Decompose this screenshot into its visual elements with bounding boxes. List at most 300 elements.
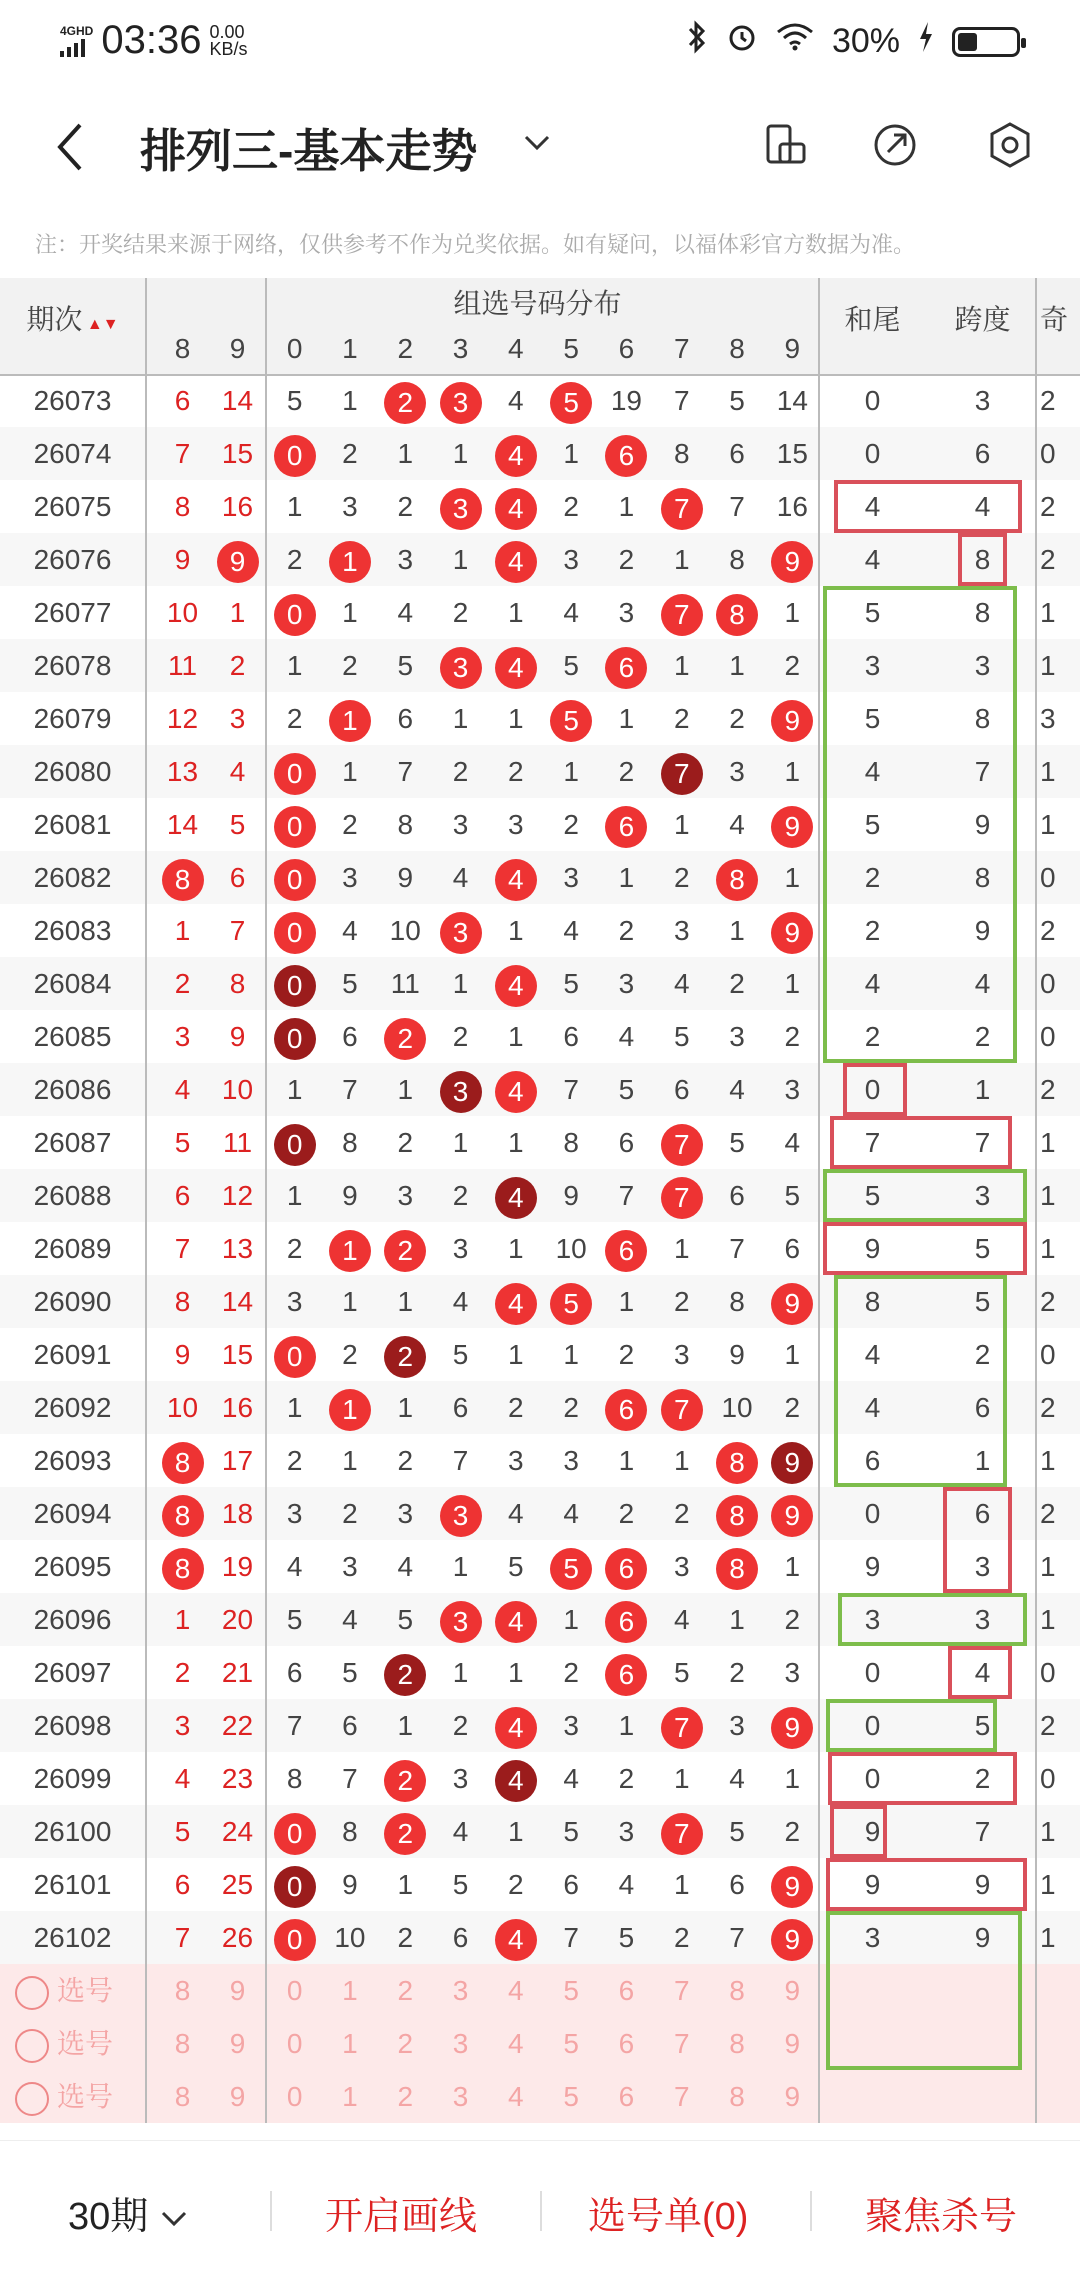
pick-number[interactable]: 7	[673, 1975, 690, 2006]
left-col-value: 1	[229, 597, 246, 628]
digit-cell[interactable]: 7	[673, 385, 690, 416]
digit-cell[interactable]: 5	[729, 385, 745, 416]
digit-cell[interactable]: 1	[397, 438, 414, 469]
digit-cell[interactable]: 5	[618, 1074, 635, 1105]
pick-number[interactable]: 9	[229, 2081, 246, 2112]
kuadu-value: 4	[974, 491, 991, 522]
digit-cell[interactable]: 2	[397, 1445, 414, 1476]
digit-cell[interactable]: 7	[729, 1233, 745, 1264]
digit-cell[interactable]: 1	[342, 385, 358, 416]
hewei-value: 4	[864, 544, 881, 575]
digit-cell[interactable]: 5	[673, 1657, 690, 1688]
digit-cell[interactable]: 6	[729, 438, 745, 469]
digit-cell[interactable]: 6	[397, 703, 414, 734]
digit-cell[interactable]: 6	[342, 1710, 358, 1741]
digit-cell[interactable]: 2	[508, 1869, 524, 1900]
digit-cell[interactable]: 1	[342, 1445, 358, 1476]
digit-cell[interactable]: 1	[508, 1233, 524, 1264]
digit-cell[interactable]: 1	[508, 1339, 524, 1370]
digit-cell[interactable]: 3	[508, 1445, 524, 1476]
digit-cell[interactable]: 1	[618, 862, 635, 893]
digit-cell[interactable]: 1	[286, 650, 303, 681]
settings-icon[interactable]	[985, 120, 1035, 170]
digit-cell[interactable]: 1	[673, 1233, 690, 1264]
digit-cell[interactable]: 6	[729, 1869, 745, 1900]
digit-cell[interactable]: 1	[286, 1180, 303, 1211]
digit-cell[interactable]: 1	[508, 1127, 524, 1158]
digit-cell[interactable]: 2	[508, 756, 524, 787]
drawn-number-ball: 8	[716, 1548, 758, 1590]
jiou-value: 1	[1040, 597, 1056, 628]
digit-cell[interactable]: 2	[563, 1392, 579, 1423]
digit-cell[interactable]: 6	[563, 1869, 579, 1900]
digit-cell[interactable]: 2	[618, 1339, 635, 1370]
group-title: 组选号码分布	[453, 288, 622, 319]
digit-cell[interactable]: 1	[784, 1551, 801, 1582]
digit-cell[interactable]: 1	[397, 1286, 414, 1317]
digit-cell[interactable]: 4	[397, 597, 414, 628]
digit-cell[interactable]: 2	[784, 1021, 801, 1052]
jiou-value: 3	[1040, 703, 1056, 734]
charging-icon	[918, 22, 934, 61]
digit-cell[interactable]: 3	[342, 862, 358, 893]
digit-cell[interactable]: 1	[673, 1445, 690, 1476]
digit-cell[interactable]: 6	[729, 1180, 745, 1211]
digit-cell[interactable]: 3	[618, 968, 635, 999]
pick-number[interactable]: 6	[618, 2028, 635, 2059]
pick-select[interactable]: 选号	[15, 1964, 145, 2017]
digit-cell[interactable]: 3	[673, 1551, 690, 1582]
left-col-value: 8	[155, 1434, 210, 1487]
digit-cell[interactable]: 9	[729, 1339, 745, 1370]
digit-cell[interactable]: 1	[784, 862, 801, 893]
digit-cell[interactable]: 11	[390, 968, 420, 999]
digit-cell[interactable]: 1	[286, 1392, 303, 1423]
period-selector[interactable]: 30期	[68, 2185, 189, 2240]
digit-cell[interactable]: 2	[618, 1763, 635, 1794]
chevron-down-icon[interactable]	[520, 125, 554, 168]
kuadu-value: 2	[974, 1339, 991, 1370]
digit-cell[interactable]: 1	[508, 703, 524, 734]
digit-cell[interactable]: 10	[389, 915, 421, 946]
digit-cell[interactable]: 2	[286, 703, 303, 734]
pick-number[interactable]: 3	[452, 1975, 469, 2006]
digit-cell[interactable]: 1	[729, 1604, 745, 1635]
digit-cell[interactable]: 3	[563, 1710, 579, 1741]
digit-cell[interactable]: 4	[563, 915, 579, 946]
pick-number[interactable]: 7	[673, 2028, 690, 2059]
digit-cell[interactable]: 2	[397, 491, 414, 522]
digit-cell[interactable]: 3	[729, 1710, 745, 1741]
pick-number[interactable]: 6	[618, 1975, 635, 2006]
digit-cell[interactable]: 8	[673, 438, 690, 469]
digit-cell[interactable]: 3	[618, 597, 635, 628]
digit-cell[interactable]: 2	[618, 544, 635, 575]
digit-cell[interactable]: 4	[563, 1763, 579, 1794]
drawn-number-ball: 0	[274, 965, 316, 1007]
sort-icon[interactable]: ▲▼	[82, 316, 119, 333]
digit-cell[interactable]: 3	[618, 1816, 635, 1847]
digit-cell[interactable]: 7	[729, 1922, 745, 1953]
digit-cell[interactable]: 5	[673, 1021, 690, 1052]
digit-cell[interactable]: 7	[563, 1922, 579, 1953]
digit-cell[interactable]: 5	[452, 1339, 469, 1370]
pick-number[interactable]: 9	[784, 2028, 801, 2059]
digit-cell[interactable]: 6	[342, 1021, 358, 1052]
digit-cell[interactable]: 1	[342, 1286, 358, 1317]
digit-cell[interactable]: 4	[784, 1127, 801, 1158]
pick-number[interactable]: 8	[729, 2028, 745, 2059]
digit-cell[interactable]: 4	[452, 862, 469, 893]
digit-cell[interactable]: 4	[618, 1869, 635, 1900]
digit-cell[interactable]: 4	[286, 1551, 303, 1582]
digit-cell[interactable]: 7	[342, 1763, 358, 1794]
digit-cell[interactable]: 2	[342, 438, 358, 469]
digit-cell[interactable]: 1	[784, 968, 801, 999]
jiou-value: 0	[1040, 1339, 1056, 1370]
pick-number[interactable]: 1	[342, 2081, 358, 2112]
digit-header: 0	[286, 333, 303, 364]
pick-number[interactable]: 4	[508, 2081, 524, 2112]
pick-number[interactable]: 5	[563, 1975, 579, 2006]
digit-cell[interactable]: 1	[286, 1074, 303, 1105]
digit-cell[interactable]: 2	[286, 544, 303, 575]
digit-cell[interactable]: 2	[563, 491, 579, 522]
digit-cell[interactable]: 1	[397, 1074, 414, 1105]
left-col-value: 5	[174, 1816, 191, 1847]
pick-number[interactable]: 5	[563, 2028, 579, 2059]
digit-cell[interactable]: 1	[729, 650, 745, 681]
jiou-header: 奇	[1040, 304, 1069, 335]
digit-cell[interactable]: 3	[286, 1286, 303, 1317]
digit-cell[interactable]: 8	[397, 809, 414, 840]
digit-cell[interactable]: 3	[673, 915, 690, 946]
digit-cell[interactable]: 3	[563, 544, 579, 575]
digit-cell[interactable]: 1	[452, 438, 469, 469]
digit-cell[interactable]: 6	[452, 1392, 469, 1423]
digit-cell[interactable]: 8	[342, 1816, 358, 1847]
digit-cell[interactable]: 10	[721, 1392, 753, 1423]
digit-cell[interactable]: 3	[397, 544, 414, 575]
digit-cell[interactable]: 8	[729, 544, 745, 575]
digit-cell[interactable]: 2	[286, 1233, 303, 1264]
left-col-value: 2	[229, 650, 246, 681]
drawn-number-ball: 9	[771, 1707, 813, 1749]
pick-number[interactable]: 4	[508, 1975, 524, 2006]
digit-cell[interactable]: 3	[563, 862, 579, 893]
pick-number[interactable]: 5	[563, 2081, 579, 2112]
pick-select[interactable]: 选号	[15, 2070, 145, 2123]
digit-cell[interactable]: 4	[729, 809, 745, 840]
digit-cell[interactable]: 3	[784, 1074, 801, 1105]
digit-cell[interactable]: 16	[776, 491, 808, 522]
digit-cell[interactable]: 2	[729, 1657, 745, 1688]
drawn-number-ball: 6	[605, 1601, 647, 1643]
digit-cell[interactable]: 2	[673, 703, 690, 734]
digit-cell[interactable]: 1	[618, 1445, 635, 1476]
hewei-value: 9	[864, 1551, 881, 1582]
pick-number[interactable]: 3	[452, 2028, 469, 2059]
digit-cell[interactable]: 4	[508, 385, 524, 416]
digit-cell[interactable]: 5	[342, 968, 358, 999]
digit-cell[interactable]: 2	[673, 1286, 690, 1317]
digit-cell[interactable]: 4	[508, 1498, 524, 1529]
pick-number[interactable]: 9	[229, 2028, 246, 2059]
focus-kill-button[interactable]: 聚焦杀号	[865, 2196, 1018, 2238]
digit-cell[interactable]: 15	[776, 438, 808, 469]
digit-cell[interactable]: 7	[563, 1074, 579, 1105]
digit-cell[interactable]: 3	[729, 756, 745, 787]
digit-cell[interactable]: 3	[508, 809, 524, 840]
digit-cell[interactable]: 7	[452, 1445, 469, 1476]
pick-number[interactable]: 9	[784, 2081, 801, 2112]
digit-cell[interactable]: 4	[452, 1816, 469, 1847]
digit-cell[interactable]: 3	[397, 1498, 414, 1529]
digit-cell[interactable]: 1	[508, 915, 524, 946]
digit-cell[interactable]: 4	[563, 597, 579, 628]
pick-number[interactable]: 2	[397, 1975, 414, 2006]
selection-list-button[interactable]: 选号单(0)	[588, 2196, 749, 2238]
digit-cell[interactable]: 1	[563, 1339, 579, 1370]
digit-cell[interactable]: 1	[618, 1710, 635, 1741]
draw-line-button[interactable]: 开启画线	[325, 2196, 478, 2238]
digit-cell[interactable]: 4	[673, 1604, 690, 1635]
digit-cell[interactable]: 2	[673, 862, 690, 893]
digit-cell[interactable]: 2	[563, 1657, 579, 1688]
digit-cell[interactable]: 6	[618, 1127, 635, 1158]
digit-cell[interactable]: 2	[729, 968, 745, 999]
digit-cell[interactable]: 5	[784, 1180, 801, 1211]
digit-cell[interactable]: 2	[784, 1816, 801, 1847]
digit-cell[interactable]: 1	[618, 1286, 635, 1317]
digit-cell[interactable]: 3	[286, 1498, 303, 1529]
pick-number[interactable]: 4	[508, 2028, 524, 2059]
digit-cell[interactable]: 1	[508, 1657, 524, 1688]
digit-cell[interactable]: 2	[342, 809, 358, 840]
digit-cell[interactable]: 4	[618, 1021, 635, 1052]
digit-cell[interactable]: 9	[397, 862, 414, 893]
digit-cell[interactable]: 10	[555, 1233, 587, 1264]
digit-cell[interactable]: 3	[452, 1763, 469, 1794]
digit-cell[interactable]: 5	[563, 650, 579, 681]
digit-cell[interactable]: 8	[563, 1127, 579, 1158]
digit-cell[interactable]: 2	[784, 650, 801, 681]
pick-number[interactable]: 8	[729, 2081, 745, 2112]
digit-cell[interactable]: 5	[508, 1551, 524, 1582]
digit-cell[interactable]: 6	[563, 1021, 579, 1052]
digit-cell[interactable]: 6	[673, 1074, 690, 1105]
digit-cell[interactable]: 9	[342, 1180, 358, 1211]
digit-cell[interactable]: 3	[452, 1233, 469, 1264]
digit-cell[interactable]: 5	[563, 1816, 579, 1847]
digit-cell[interactable]: 1	[673, 544, 690, 575]
digit-cell[interactable]: 1	[784, 1339, 801, 1370]
left-col-value: 15	[221, 438, 254, 469]
digit-cell[interactable]: 1	[397, 1392, 414, 1423]
digit-cell[interactable]: 1	[397, 1869, 414, 1900]
digit-cell[interactable]: 7	[618, 1180, 635, 1211]
digit-cell[interactable]: 2	[342, 1339, 358, 1370]
digit-cell[interactable]: 7	[729, 491, 745, 522]
digit-cell[interactable]: 1	[618, 491, 635, 522]
pick-number[interactable]: 1	[342, 1975, 358, 2006]
digit-cell[interactable]: 4	[342, 1604, 358, 1635]
digit-cell[interactable]: 2	[452, 1021, 469, 1052]
pick-number[interactable]: 0	[286, 2081, 303, 2112]
digit-cell[interactable]: 1	[452, 544, 469, 575]
digit-cell[interactable]: 1	[452, 1551, 469, 1582]
digit-cell[interactable]: 5	[729, 1816, 745, 1847]
back-button[interactable]	[50, 117, 90, 177]
pick-number[interactable]: 0	[286, 1975, 303, 2006]
digit-cell[interactable]: 4	[563, 1498, 579, 1529]
pick-number[interactable]: 7	[673, 2081, 690, 2112]
digit-cell[interactable]: 5	[342, 1657, 358, 1688]
digit-cell[interactable]: 2	[784, 1604, 801, 1635]
landscape-icon[interactable]	[760, 120, 810, 170]
pick-number[interactable]: 2	[397, 2028, 414, 2059]
digit-cell[interactable]: 8	[286, 1763, 303, 1794]
digit-cell[interactable]: 2	[286, 1445, 303, 1476]
digit-cell[interactable]: 1	[729, 915, 745, 946]
left-col-value: 1	[174, 1604, 191, 1635]
digit-cell[interactable]: 3	[452, 809, 469, 840]
digit-cell[interactable]: 2	[618, 915, 635, 946]
digit-cell[interactable]: 5	[563, 968, 579, 999]
digit-cell[interactable]: 9	[563, 1180, 579, 1211]
digit-cell[interactable]: 1	[563, 756, 579, 787]
digit-cell[interactable]: 5	[729, 1127, 745, 1158]
digit-cell[interactable]: 1	[508, 597, 524, 628]
pick-number[interactable]: 1	[342, 2028, 358, 2059]
digit-cell[interactable]: 1	[397, 1710, 414, 1741]
digit-cell[interactable]: 9	[342, 1869, 358, 1900]
digit-cell[interactable]: 1	[508, 1021, 524, 1052]
digit-cell[interactable]: 2	[673, 1922, 690, 1953]
digit-cell[interactable]: 7	[342, 1074, 358, 1105]
pick-number[interactable]: 8	[174, 2028, 191, 2059]
digit-cell[interactable]: 1	[563, 1604, 579, 1635]
digit-cell[interactable]: 8	[342, 1127, 358, 1158]
digit-cell[interactable]: 2	[673, 1498, 690, 1529]
drawn-box	[832, 1118, 1010, 1167]
pick-number[interactable]: 6	[618, 2081, 635, 2112]
pick-number[interactable]: 9	[229, 1975, 246, 2006]
pick-number[interactable]: 8	[729, 1975, 745, 2006]
digit-cell[interactable]: 3	[729, 1021, 745, 1052]
page-title[interactable]: 排列三-基本走势	[140, 125, 478, 177]
app-header	[0, 95, 1080, 195]
pick-number[interactable]: 8	[174, 2081, 191, 2112]
digit-cell[interactable]: 2	[342, 650, 358, 681]
digit-cell[interactable]: 8	[729, 1286, 745, 1317]
share-icon[interactable]	[870, 120, 920, 170]
digit-cell[interactable]: 5	[397, 650, 414, 681]
digit-cell[interactable]: 5	[452, 1869, 469, 1900]
digit-cell[interactable]: 1	[286, 491, 303, 522]
digit-cell[interactable]: 4	[342, 915, 358, 946]
digit-cell[interactable]: 1	[673, 1763, 690, 1794]
digit-cell[interactable]: 2	[508, 1392, 524, 1423]
digit-cell[interactable]: 3	[784, 1657, 801, 1688]
digit-cell[interactable]: 2	[397, 1127, 414, 1158]
digit-cell[interactable]: 2	[784, 1392, 801, 1423]
digit-cell[interactable]: 1	[508, 1816, 524, 1847]
digit-cell[interactable]: 2	[452, 756, 469, 787]
pick-number[interactable]: 2	[397, 2081, 414, 2112]
digit-cell[interactable]: 3	[342, 491, 358, 522]
digit-cell[interactable]: 14	[776, 385, 808, 416]
digit-cell[interactable]: 2	[729, 703, 745, 734]
digit-cell[interactable]: 3	[673, 1339, 690, 1370]
digit-cell[interactable]: 4	[729, 1074, 745, 1105]
digit-cell[interactable]: 2	[618, 1498, 635, 1529]
digit-cell[interactable]: 1	[673, 1869, 690, 1900]
digit-cell[interactable]: 1	[342, 597, 358, 628]
digit-cell[interactable]: 4	[729, 1763, 745, 1794]
digit-cell[interactable]: 3	[397, 1180, 414, 1211]
digit-cell[interactable]: 4	[673, 968, 690, 999]
digit-cell[interactable]: 2	[563, 809, 579, 840]
digit-cell[interactable]: 1	[452, 1127, 469, 1158]
digit-cell[interactable]: 1	[342, 756, 358, 787]
digit-cell[interactable]: 10	[334, 1922, 366, 1953]
digit-cell[interactable]: 3	[563, 1445, 579, 1476]
digit-cell[interactable]: 5	[286, 385, 303, 416]
issue-header[interactable]: 期次 ▲▼	[26, 304, 119, 335]
digit-cell[interactable]: 1	[452, 1657, 469, 1688]
pick-number[interactable]: 8	[174, 1975, 191, 2006]
digit-cell[interactable]: 1	[452, 968, 469, 999]
pick-number[interactable]: 0	[286, 2028, 303, 2059]
digit-cell[interactable]: 1	[673, 809, 690, 840]
digit-cell[interactable]: 6	[286, 1657, 303, 1688]
alarm-icon	[726, 21, 758, 62]
pick-number[interactable]: 3	[452, 2081, 469, 2112]
digit-cell[interactable]: 2	[452, 1180, 469, 1211]
digit-cell[interactable]: 5	[286, 1604, 303, 1635]
digit-cell[interactable]: 2	[397, 1922, 414, 1953]
digit-cell[interactable]: 6	[784, 1233, 801, 1264]
drawn-number-ball: 8	[716, 1495, 758, 1537]
digit-cell[interactable]: 1	[784, 1763, 801, 1794]
digit-cell[interactable]: 1	[618, 703, 635, 734]
digit-cell[interactable]: 1	[784, 756, 801, 787]
digit-cell[interactable]: 1	[784, 597, 801, 628]
pick-number[interactable]: 9	[784, 1975, 801, 2006]
digit-cell[interactable]: 4	[397, 1551, 414, 1582]
pick-select[interactable]: 选号	[15, 2017, 145, 2070]
digit-cell[interactable]: 7	[397, 756, 414, 787]
digit-cell[interactable]: 2	[618, 756, 635, 787]
digit-cell[interactable]: 1	[563, 438, 579, 469]
digit-cell[interactable]: 19	[610, 385, 643, 416]
digit-cell[interactable]: 6	[452, 1922, 469, 1953]
digit-cell[interactable]: 5	[397, 1604, 414, 1635]
digit-cell[interactable]: 2	[452, 597, 469, 628]
digit-cell[interactable]: 7	[286, 1710, 303, 1741]
drawn-number-ball: 2	[384, 1018, 426, 1060]
digit-cell[interactable]: 2	[452, 1710, 469, 1741]
digit-cell[interactable]: 1	[452, 703, 469, 734]
digit-cell[interactable]: 1	[673, 650, 690, 681]
drawn-box	[825, 1171, 1025, 1220]
digit-cell[interactable]: 3	[342, 1551, 358, 1582]
issue-number: 26082	[33, 862, 112, 893]
digit-cell[interactable]: 2	[342, 1498, 358, 1529]
digit-cell[interactable]: 5	[618, 1922, 635, 1953]
digit-cell[interactable]: 4	[452, 1286, 469, 1317]
